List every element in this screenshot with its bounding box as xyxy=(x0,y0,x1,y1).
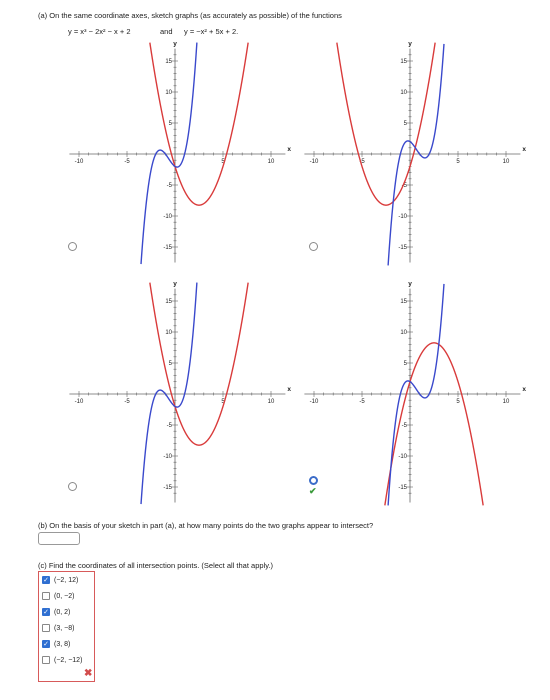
y-tick-label: 10 xyxy=(165,90,172,96)
x-tick-label: 10 xyxy=(267,159,275,165)
y-axis-label: y xyxy=(408,280,412,288)
y-tick-label: 5 xyxy=(403,361,407,367)
x-tick-label: -10 xyxy=(74,399,84,405)
y-tick-label: -5 xyxy=(166,423,172,429)
choice-neg2-neg12[interactable]: (−2, −12) xyxy=(42,654,82,666)
checkbox-icon[interactable] xyxy=(42,656,50,664)
x-tick-label: -10 xyxy=(74,159,84,165)
axes xyxy=(69,41,291,263)
part-b-prompt: (b) On the basis of your sketch in part (a), at how many points do the two graphs appear to intersect? xyxy=(38,521,374,530)
y-tick-label: -5 xyxy=(401,183,407,189)
intersection-count-input[interactable] xyxy=(38,532,80,545)
radio-option-bottom-left[interactable] xyxy=(68,482,77,491)
equation-parabola: y = −x² + 5x + 2. xyxy=(184,27,239,36)
y-tick-label: 10 xyxy=(400,330,407,336)
y-tick-label: -10 xyxy=(398,214,407,220)
y-axis-label: y xyxy=(173,280,177,288)
axes xyxy=(69,281,291,503)
choice-0-2[interactable]: ✓ (0, 2) xyxy=(43,608,71,616)
cubic-curve xyxy=(141,40,197,265)
x-tick-label: -10 xyxy=(309,159,319,165)
parabola-curve xyxy=(385,343,483,506)
part-a-prompt: (a) On the same coordinate axes, sketch graphs (as accurately as possible) of the functions xyxy=(38,11,342,20)
choice-neg2-12[interactable]: ✓ (−2, 12) xyxy=(43,576,79,584)
y-tick-label: -5 xyxy=(166,183,172,189)
y-tick-label: 5 xyxy=(168,121,172,127)
choice-3-8[interactable]: ✓ (3, 8) xyxy=(43,640,71,648)
equation-and: and xyxy=(160,27,173,36)
x-tick-label: -5 xyxy=(359,159,365,165)
correct-check-icon: ✔ xyxy=(309,486,317,496)
y-tick-label: 15 xyxy=(400,59,407,65)
x-tick-label: -10 xyxy=(309,399,319,405)
graph-option-top-right xyxy=(305,42,535,252)
radio-option-bottom-right[interactable] xyxy=(309,476,318,485)
y-tick-label: 5 xyxy=(168,361,172,367)
graph-option-bottom-right xyxy=(305,282,535,492)
x-tick-label: 5 xyxy=(221,159,225,165)
radio-option-top-right[interactable] xyxy=(309,242,318,251)
x-tick-label: 5 xyxy=(456,159,460,165)
y-tick-label: -15 xyxy=(398,245,407,251)
x-tick-label: 5 xyxy=(456,399,460,405)
x-tick-label: 10 xyxy=(502,159,510,165)
checkbox-icon[interactable] xyxy=(42,624,50,632)
checkbox-checked-icon[interactable]: ✓ xyxy=(43,640,49,648)
x-axis-label: x xyxy=(287,146,292,153)
y-tick-label: -15 xyxy=(398,485,407,491)
y-tick-label: -10 xyxy=(398,454,407,460)
axes xyxy=(304,281,526,503)
incorrect-x-icon: ✖ xyxy=(84,668,93,679)
x-axis-label: x xyxy=(522,146,527,153)
y-tick-label: 15 xyxy=(400,299,407,305)
x-axis-label: x xyxy=(522,386,527,393)
cubic-curve xyxy=(141,280,197,505)
parabola-curve xyxy=(337,40,435,206)
x-tick-label: 10 xyxy=(502,399,510,405)
cubic-curve xyxy=(388,44,444,266)
graph-option-top-left xyxy=(70,42,300,252)
parabola-curve xyxy=(150,40,248,206)
checkbox-icon[interactable] xyxy=(42,592,50,600)
x-tick-label: -5 xyxy=(124,399,130,405)
y-tick-label: 5 xyxy=(403,121,407,127)
y-tick-label: -15 xyxy=(163,245,172,251)
y-tick-label: 10 xyxy=(400,90,407,96)
equation-cubic: y = x³ − 2x² − x + 2 xyxy=(68,27,131,36)
cubic-curve xyxy=(388,284,444,506)
y-tick-label: -10 xyxy=(163,454,172,460)
checkbox-checked-icon[interactable]: ✓ xyxy=(43,576,49,584)
y-axis-label: y xyxy=(173,40,177,48)
y-tick-label: -15 xyxy=(163,485,172,491)
axes xyxy=(304,41,526,263)
part-c-prompt: (c) Find the coordinates of all intersection points. (Select all that apply.) xyxy=(38,561,273,570)
checkbox-checked-icon[interactable]: ✓ xyxy=(43,608,49,616)
x-tick-label: 10 xyxy=(267,399,275,405)
parabola-curve xyxy=(150,280,248,446)
x-tick-label: -5 xyxy=(359,399,365,405)
graph-option-bottom-left xyxy=(70,282,300,492)
y-tick-label: 10 xyxy=(165,330,172,336)
y-tick-label: -5 xyxy=(401,423,407,429)
x-tick-label: 5 xyxy=(221,399,225,405)
y-tick-label: 15 xyxy=(165,59,172,65)
part-c-choices xyxy=(38,571,95,682)
choice-3-neg8[interactable]: (3, −8) xyxy=(42,622,74,634)
y-axis-label: y xyxy=(408,40,412,48)
choice-0-neg2[interactable]: (0, −2) xyxy=(42,590,74,602)
y-tick-label: -10 xyxy=(163,214,172,220)
radio-option-top-left[interactable] xyxy=(68,242,77,251)
x-axis-label: x xyxy=(287,386,292,393)
x-tick-label: -5 xyxy=(124,159,130,165)
y-tick-label: 15 xyxy=(165,299,172,305)
